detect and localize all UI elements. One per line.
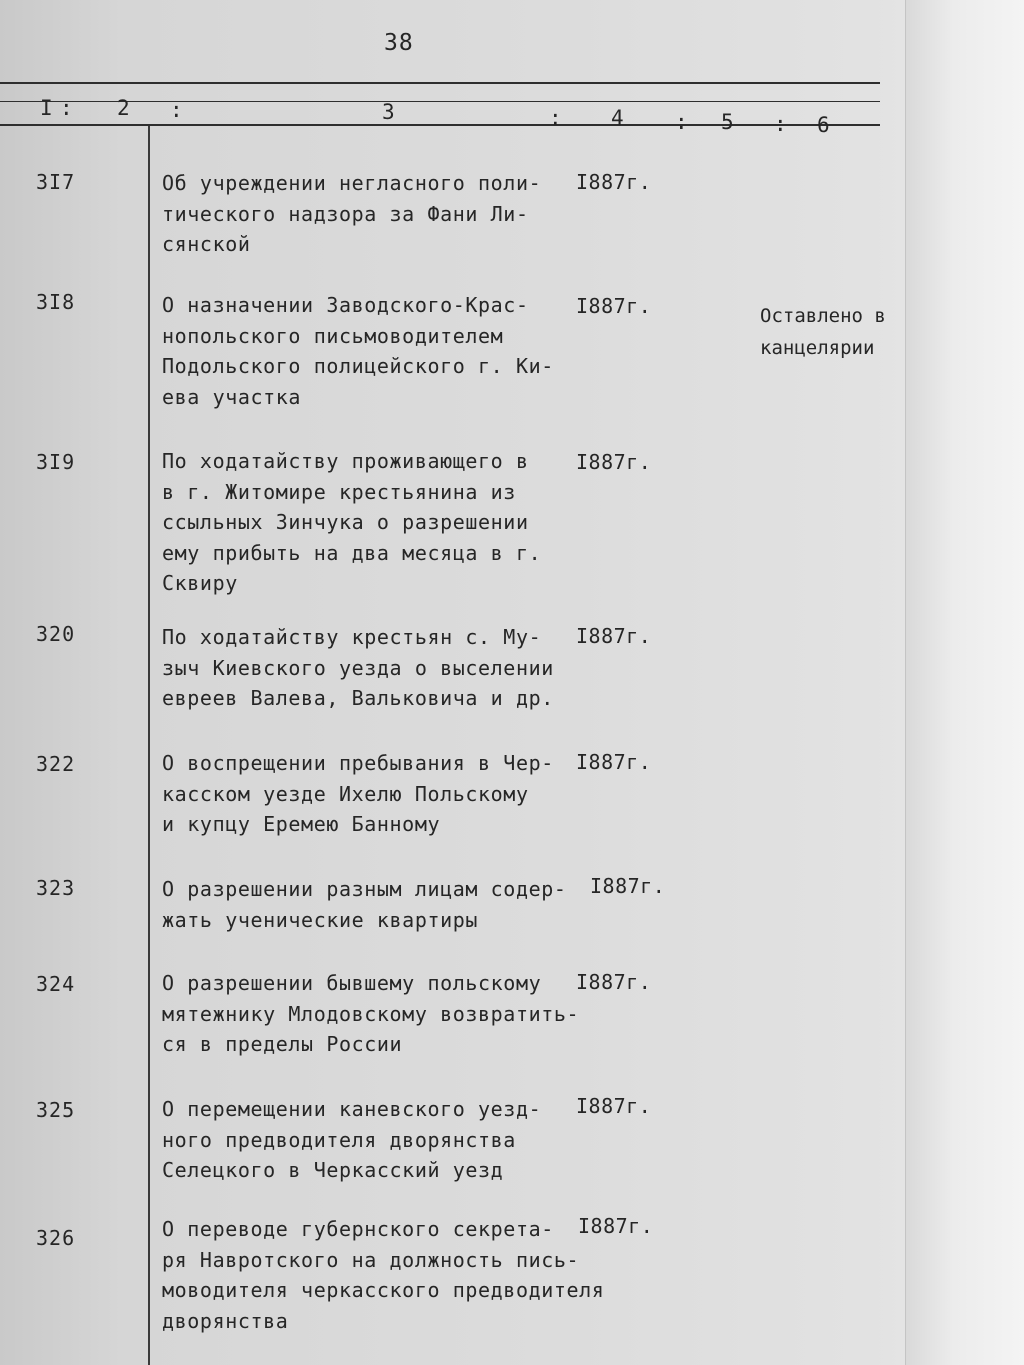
case-year: I887г. [576, 970, 652, 994]
column-separator: : [774, 112, 788, 136]
case-year: I887г. [590, 874, 666, 898]
page-edge [905, 0, 1024, 1365]
case-title: О переводе губернского секрета- ря Навротского на должность пись- моводителя черкасского предводителя дворянства [162, 1217, 605, 1333]
case-title: О разрешении разным лицам содер- жать ученические квартиры [162, 877, 567, 932]
column-separator: : [549, 106, 563, 130]
header-top-rule [0, 82, 880, 84]
case-title: О разрешении бывшему польскому мятежнику Млодовскому возвратить- ся в пределы России [162, 971, 580, 1056]
column-divider [148, 126, 150, 1365]
case-year: I887г. [576, 294, 652, 318]
case-number: 3I8 [36, 290, 76, 314]
case-number: 3I7 [36, 170, 76, 194]
case-number: 320 [36, 622, 76, 646]
case-title: О назначении Заводского-Крас- нопольского письмоводителем Подольского полицейского г. Ки- ева участка [162, 293, 554, 409]
column-number-3: 3 [382, 100, 396, 124]
case-number: 322 [36, 752, 76, 776]
case-title: О перемещении каневского уезд- ного предводителя дворянства Селецкого в Черкасский уезд [162, 1097, 542, 1182]
case-year: I887г. [576, 450, 652, 474]
case-title: Об учреждении негласного поли- тического надзора за Фани Ли- сянской [162, 171, 542, 256]
case-title: По ходатайству крестьян с. Му- зыч Киевского уезда о выселении евреев Валева, Вальковича и др. [162, 625, 554, 710]
case-number: 325 [36, 1098, 76, 1122]
case-number: 323 [36, 876, 76, 900]
column-separator: : [170, 98, 184, 122]
column-separator: : [675, 110, 689, 134]
case-year: I887г. [576, 624, 652, 648]
column-number-6: 6 [817, 113, 831, 137]
page-number: 38 [384, 30, 414, 56]
case-year: I887г. [576, 1094, 652, 1118]
case-year: I887г. [578, 1214, 654, 1238]
header-mid-rule [0, 101, 880, 102]
case-year: I887г. [576, 170, 652, 194]
case-title: О воспрещении пребывания в Чер- касском уезде Ихелю Польскому и купцу Еремею Банному [162, 751, 554, 836]
case-number: 324 [36, 972, 76, 996]
column-number-4: 4 [611, 106, 625, 130]
header-bottom-rule [0, 124, 880, 126]
case-number: 326 [36, 1226, 76, 1250]
case-title: По ходатайству проживающего в в г. Житомире крестьянина из ссыльных Зинчука о разрешении ему прибыть на два месяца в г. Сквиру [162, 449, 542, 595]
column-number-2: 2 [117, 96, 131, 120]
column-number-5: 5 [721, 110, 735, 134]
case-note: Оставлено в канцелярии [760, 305, 886, 359]
case-year: I887г. [576, 750, 652, 774]
case-number: 3I9 [36, 450, 76, 474]
column-number-1: I [40, 96, 54, 120]
column-separator: : [60, 96, 74, 120]
